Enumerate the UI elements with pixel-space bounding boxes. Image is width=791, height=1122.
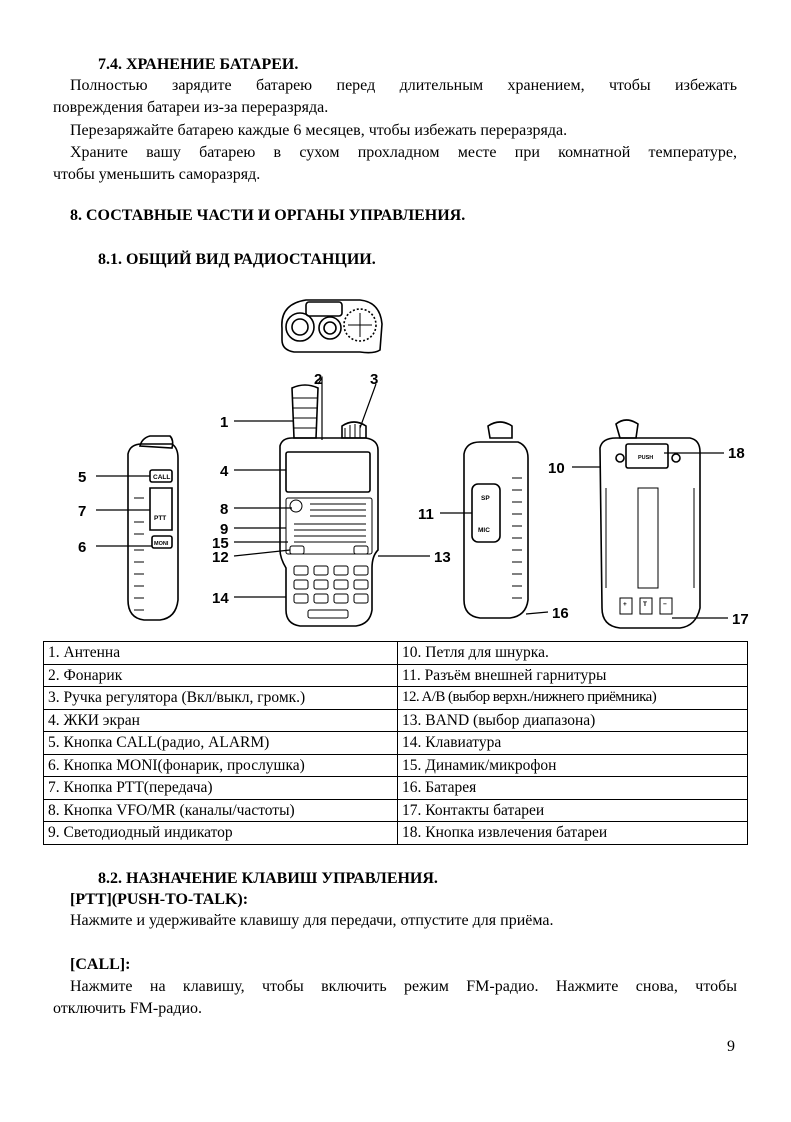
- table-cell: 5. Кнопка CALL(радио, ALARM): [44, 732, 398, 755]
- table-cell: 6. Кнопка MONI(фонарик, прослушка): [44, 754, 398, 777]
- table-cell: 3. Ручка регулятора (Вкл/выкл, громк.): [44, 687, 398, 710]
- call-heading: [CALL]:: [70, 956, 131, 973]
- callout-8: 8: [220, 501, 229, 518]
- battery-para1-line1: Полностью зарядите батарею перед длительным хранением, чтобы избежать: [70, 77, 737, 94]
- section-7-4-heading: 7.4. ХРАНЕНИЕ БАТАРЕИ.: [98, 56, 299, 73]
- callout-10: 10: [548, 460, 565, 477]
- table-cell: 15. Динамик/микрофон: [398, 754, 748, 777]
- call-text-line1: Нажмите на клавишу, чтобы включить режим FM-радио. Нажмите снова, чтобы: [70, 978, 737, 995]
- page-number: 9: [727, 1038, 735, 1055]
- table-row: [44, 777, 748, 800]
- callout-5: 5: [78, 469, 87, 486]
- table-cell: 4. ЖКИ экран: [44, 709, 398, 732]
- battery-para1-line2: повреждения батареи из-за переразряда.: [53, 99, 329, 116]
- table-cell: 1. Антенна: [44, 642, 398, 665]
- battery-para3-line2: чтобы уменьшить саморазряд.: [53, 166, 261, 183]
- table-cell: 18. Кнопка извлечения батареи: [398, 822, 748, 845]
- section-8-1-heading: 8.1. ОБЩИЙ ВИД РАДИОСТАНЦИИ.: [98, 251, 376, 268]
- callout-11: 11: [418, 506, 434, 523]
- parts-table: [43, 641, 748, 845]
- callout-18: 18: [728, 445, 745, 462]
- table-cell: 8. Кнопка VFO/MR (каналы/частоты): [44, 799, 398, 822]
- battery-para3-line1: Храните вашу батарею в сухом прохладном месте при комнатной температуре,: [70, 144, 737, 161]
- radio-diagram: [60, 288, 760, 633]
- table-row: [44, 642, 748, 665]
- table-cell: 11. Разъём внешней гарнитуры: [398, 664, 748, 687]
- radio-top-view: [282, 300, 382, 353]
- callout-13: 13: [434, 549, 451, 566]
- table-row: [44, 732, 748, 755]
- radio-front-view: [280, 385, 378, 626]
- mic-label: MIC: [478, 527, 490, 534]
- table-cell: 2. Фонарик: [44, 664, 398, 687]
- section-8-2-heading: 8.2. НАЗНАЧЕНИЕ КЛАВИШ УПРАВЛЕНИЯ.: [98, 870, 438, 887]
- table-cell: 9. Светодиодный индикатор: [44, 822, 398, 845]
- ptt-heading: [PTT](PUSH-TO-TALK):: [70, 891, 249, 908]
- table-cell: 10. Петля для шнурка.: [398, 642, 748, 665]
- contact-minus-label: −: [663, 601, 667, 608]
- ptt-text: Нажмите и удерживайте клавишу для передачи, отпустите для приёма.: [70, 912, 554, 929]
- table-cell: 13. BAND (выбор диапазона): [398, 709, 748, 732]
- moni-button-label: MONI: [154, 541, 169, 547]
- call-text-line2: отключить FM-радио.: [53, 1000, 203, 1017]
- radio-left-view: [128, 436, 178, 620]
- radio-right-view: [464, 422, 528, 618]
- callout-6: 6: [78, 539, 87, 556]
- radio-back-view: [600, 420, 700, 628]
- callout-12: 12: [212, 549, 229, 566]
- callout-1: 1: [220, 414, 229, 431]
- table-cell: 17. Контакты батареи: [398, 799, 748, 822]
- call-button-label: CALL: [153, 474, 171, 481]
- callout-16: 16: [552, 605, 569, 622]
- sp-label: SP: [481, 495, 490, 502]
- contact-t-label: T: [643, 601, 647, 608]
- table-cell: 14. Клавиатура: [398, 732, 748, 755]
- table-row: [44, 754, 748, 777]
- table-row: [44, 709, 748, 732]
- ptt-button-label: PTT: [154, 515, 167, 522]
- section-8-heading: 8. СОСТАВНЫЕ ЧАСТИ И ОРГАНЫ УПРАВЛЕНИЯ.: [70, 207, 466, 224]
- table-row: [44, 664, 748, 687]
- callout-3: 3: [370, 371, 379, 388]
- callout-2: 2: [314, 371, 323, 388]
- table-row: [44, 822, 748, 845]
- callout-17: 17: [732, 611, 749, 628]
- callout-4: 4: [220, 463, 229, 480]
- contact-plus-label: +: [623, 601, 627, 608]
- callout-7: 7: [78, 503, 87, 520]
- battery-para2: Перезаряжайте батарею каждые 6 месяцев, чтобы избежать переразряда.: [70, 122, 568, 139]
- callout-9: 9: [220, 521, 229, 538]
- table-row: [44, 799, 748, 822]
- table-cell: 12. A/B (выбор верхн./нижнего приёмника): [398, 687, 748, 710]
- table-cell: 7. Кнопка PTT(передача): [44, 777, 398, 800]
- table-cell: 16. Батарея: [398, 777, 748, 800]
- callout-15: 15: [212, 535, 229, 552]
- push-label: PUSH: [638, 455, 654, 461]
- callout-14: 14: [212, 590, 229, 607]
- table-row: [44, 687, 748, 710]
